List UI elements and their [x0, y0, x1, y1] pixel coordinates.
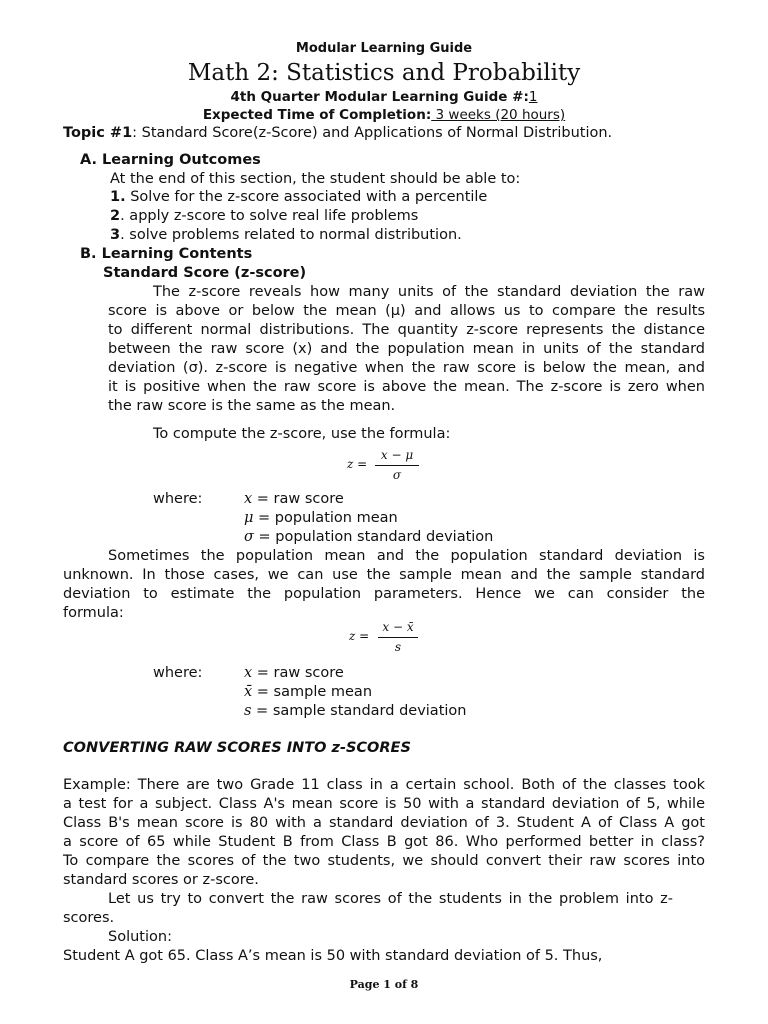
formula-lhs: z =: [347, 457, 368, 471]
fraction-bar: [378, 637, 418, 638]
paragraph-line: the raw score is the same as the mean.: [108, 398, 396, 414]
definition-item: x̄ = sample mean: [244, 684, 373, 700]
formula-lhs: z =: [349, 629, 370, 643]
topic-line: [63, 124, 612, 143]
example-line: To compare the scores of the two students, we should convert their raw scores into: [63, 853, 705, 869]
guide-label: Modular Learning Guide: [295, 41, 473, 56]
paragraph-line: scores.: [63, 910, 115, 926]
paragraph-line: deviation to estimate the population parameters. Hence we can consider the: [63, 586, 705, 602]
formula-denominator: s: [394, 640, 402, 654]
section-a-intro: At the end of this section, the student should be able to:: [110, 171, 521, 187]
fraction-bar: [375, 465, 419, 466]
sample-z-score-formula: [378, 620, 418, 656]
definition-item: x = raw score: [244, 491, 344, 507]
page-number: Page 1 of 8: [349, 978, 419, 991]
completion-value: 3 weeks (20 hours): [431, 107, 566, 123]
formula-intro: To compute the z-score, use the formula:: [153, 426, 451, 442]
definition-item: σ = population standard deviation: [244, 529, 494, 545]
paragraph-line: unknown. In those cases, we can use the sample mean and the sample standard: [63, 567, 705, 583]
completion-label: Expected Time of Completion:: [202, 107, 432, 123]
example-line: Class B's mean score is 80 with a standard deviation of 3. Student A of Class A got: [63, 815, 705, 831]
definition-item: μ = population mean: [244, 510, 398, 526]
section-b-heading: B. Learning Contents: [80, 246, 253, 262]
paragraph-line: to different normal distributions. The quantity z-score represents the distance: [108, 322, 705, 338]
paragraph-line: Let us try to convert the raw scores of the students in the problem into z-: [108, 891, 673, 907]
definition-item: s = sample standard deviation: [244, 703, 467, 719]
example-line: a score of 65 while Student B from Class B got 86. Who performed better in class?: [63, 834, 705, 850]
converting-heading: CONVERTING RAW SCORES INTO z-SCORES: [63, 740, 411, 756]
completion-line: [0, 107, 768, 123]
paragraph-line: Student A got 65. Class A’s mean is 50 with standard deviation of 5. Thus,: [63, 948, 603, 964]
paragraph-line: formula:: [63, 605, 124, 621]
paragraph-line: The z-score reveals how many units of the standard deviation the raw: [153, 284, 705, 300]
example-line: a test for a subject. Class A's mean score is 50 with a standard deviation of 5, while: [63, 796, 705, 812]
outcome-item: 1. Solve for the z-score associated with a percentile: [110, 189, 488, 205]
topic-text: : Standard Score(z-Score) and Applications of Normal Distribution.: [132, 125, 613, 141]
formula-numerator: x − μ: [380, 448, 414, 462]
paragraph-line: between the raw score (x) and the population mean in units of the standard: [108, 341, 705, 357]
formula-numerator: x − x̄: [382, 620, 414, 634]
topic-label: Topic #1: [63, 125, 133, 141]
paragraph-line: Sometimes the population mean and the population standard deviation is: [108, 548, 705, 564]
example-line: standard scores or z-score.: [63, 872, 259, 888]
outcome-item: 2. apply z-score to solve real life problems: [110, 208, 419, 224]
quarter-label: 4th Quarter Modular Learning Guide #:: [230, 89, 529, 105]
quarter-number: 1: [528, 89, 538, 105]
where-label: where:: [153, 491, 203, 507]
paragraph-line: it is positive when the raw score is above the mean. The z-score is zero when: [108, 379, 705, 395]
section-a-heading: A. Learning Outcomes: [80, 152, 261, 168]
where-label: where:: [153, 665, 203, 681]
document-title: Math 2: Statistics and Probability: [187, 60, 581, 86]
paragraph-line: deviation (σ). z-score is negative when the raw score is below the mean, and: [108, 360, 705, 376]
paragraph-line: score is above or below the mean (μ) and allows us to compare the results: [108, 303, 705, 319]
example-line: Example: There are two Grade 11 class in a certain school. Both of the classes took: [63, 777, 705, 793]
quarter-line: [0, 89, 768, 105]
solution-label: Solution:: [108, 929, 172, 945]
formula-denominator: σ: [392, 468, 402, 482]
z-score-formula: [375, 448, 419, 484]
section-b-subheading: Standard Score (z-score): [103, 265, 307, 281]
definition-item: x = raw score: [244, 665, 344, 681]
outcome-item: 3. solve problems related to normal distribution.: [110, 227, 462, 243]
